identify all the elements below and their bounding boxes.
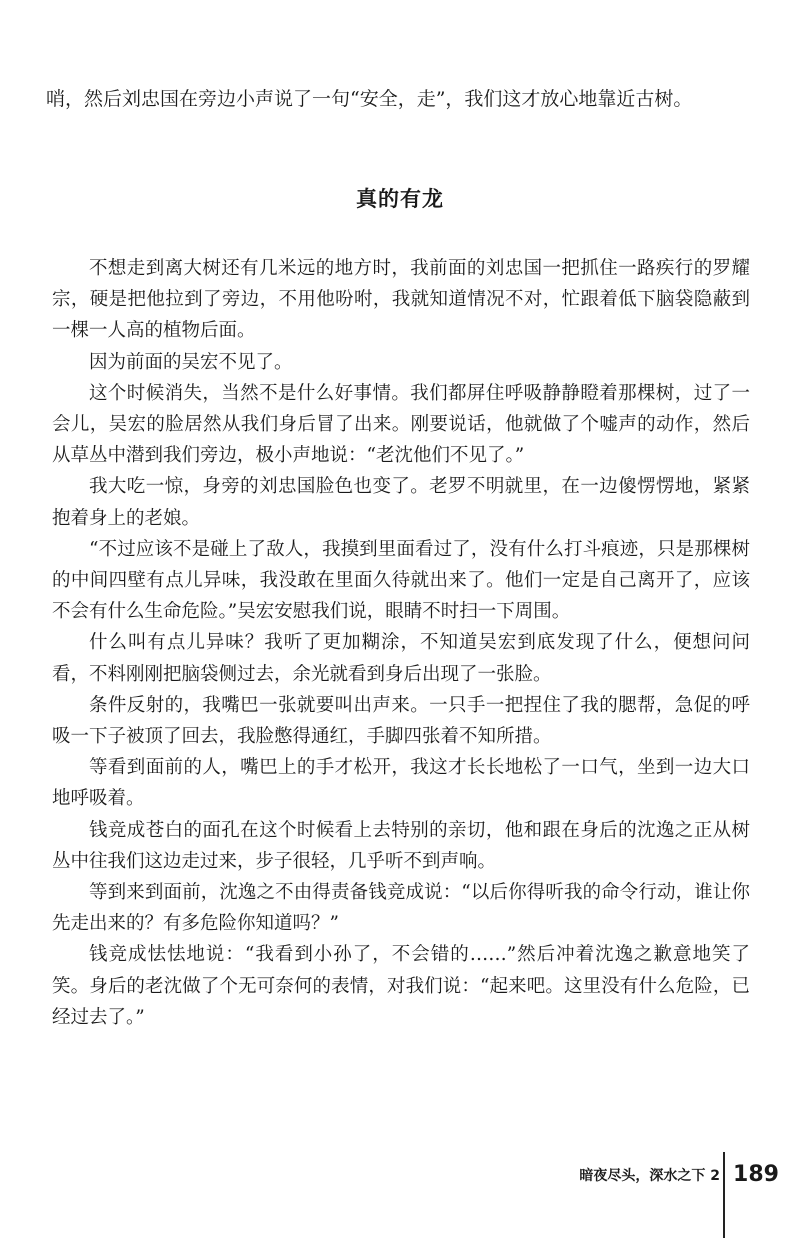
paragraph: 钱竞成怯怯地说：“我看到小孙了，不会错的……”然后冲着沈逸之歉意地笑了笑。身后的老沈做了个无可奈何的表情，对我们说：“起来吧。这里没有什么危险，已经过去了。” <box>52 944 750 1028</box>
footer-divider <box>723 1152 725 1238</box>
paragraph: 钱竞成苍白的面孔在这个时候看上去特别的亲切，他和跟在身后的沈逸之正从树丛中往我们这边走过来，步子很轻，几乎听不到声响。 <box>52 819 750 872</box>
paragraph: 我大吃一惊，身旁的刘忠国脸色也变了。老罗不明就里，在一边傻愣愣地，紧紧抱着身上的老娘。 <box>52 476 750 529</box>
carryover-line: 哨，然后刘忠国在旁边小声说了一句“安全，走”，我们这才放心地靠近古树。 <box>46 88 693 110</box>
paragraph: “不过应该不是碰上了敌人，我摸到里面看过了，没有什么打斗痕迹，只是那棵树的中间四壁有点儿异味，我没敢在里面久待就出来了。他们一定是自己离开了，应该不会有什么生命危险。”吴宏安慰我们说，眼睛不时扫一下周围。 <box>52 538 750 623</box>
chapter-title: 真的有龙 <box>356 187 444 211</box>
paragraph: 等看到面前的人，嘴巴上的手才松开，我这才长长地松了一口气，坐到一边大口地呼吸着。 <box>52 757 750 810</box>
page-number: 189 <box>733 1162 779 1187</box>
body-text <box>52 253 750 1033</box>
paragraph: 等到来到面前，沈逸之不由得责备钱竞成说：“以后你得听我的命令行动，谁让你先走出来的？有多危险你知道吗？” <box>52 882 750 935</box>
running-footer-title: 暗夜尽头，深水之下 2 <box>579 1168 720 1184</box>
paragraph: 因为前面的吴宏不见了。 <box>89 351 293 373</box>
paragraph: 什么叫有点儿异味？我听了更加糊涂，不知道吴宏到底发现了什么，便想问问看，不料刚刚把脑袋侧过去，余光就看到身后出现了一张脸。 <box>52 632 750 685</box>
paragraph: 这个时候消失，当然不是什么好事情。我们都屏住呼吸静静瞪着那棵树，过了一会儿，吴宏的脸居然从我们身后冒了出来。刚要说话，他就做了个嘘声的动作，然后从草丛中潜到我们旁边，极小声地说：“老沈他们不见了。” <box>52 382 750 467</box>
paragraph: 不想走到离大树还有几米远的地方时，我前面的刘忠国一把抓住一路疾行的罗耀宗，硬是把他拉到了旁边，不用他吩咐，我就知道情况不对，忙跟着低下脑袋隐蔽到一棵一人高的植物后面。 <box>52 258 750 342</box>
paragraph: 条件反射的，我嘴巴一张就要叫出声来。一只手一把捏住了我的腮帮，急促的呼吸一下子被顶了回去，我脸憋得通红，手脚四张着不知所措。 <box>52 694 750 748</box>
